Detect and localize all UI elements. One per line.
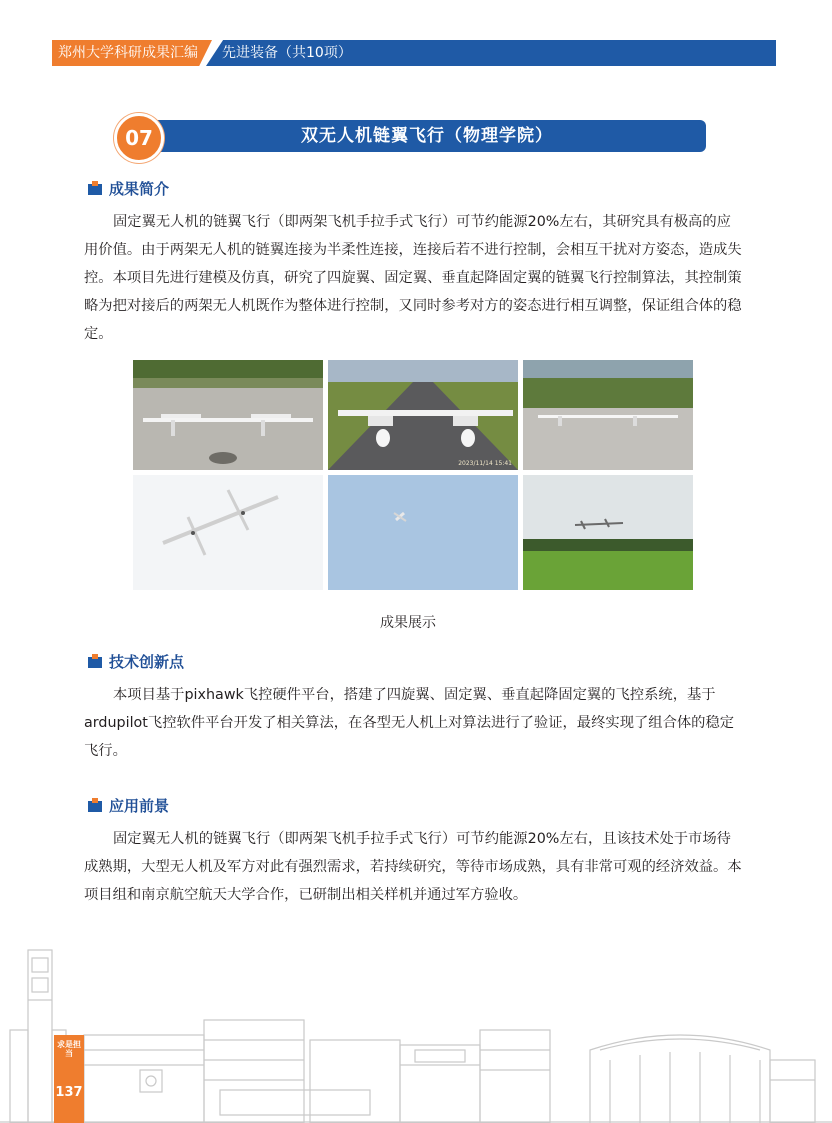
section-prospect-text: 固定翼无人机的链翼飞行（即两架飞机手拉手式飞行）可节约能源20%左右，且该技术处于市场待成熟期，大型无人机及军方对此有强烈需求，若持续研究，等待市场成熟，具有非常可观的经济效益。本项目组和南京航空航天大学合作，已研制出相关样机并通过军方验收。 [84,831,742,903]
photo-aircraft-on-runway [328,360,518,470]
photo-grid [133,360,693,590]
photo-linked-flight-sky [133,475,323,590]
folder-icon [88,654,102,668]
page-number: 137 [55,1085,83,1100]
section-title: 应用前景 [109,796,170,815]
section-title: 成果简介 [109,179,170,198]
photo-aircraft-high-sky [328,475,518,590]
project-title: 双无人机链翼飞行（物理学院） [301,126,553,146]
photo-aircraft-on-ground [133,360,323,470]
section-heading-prospect [88,795,169,815]
photo-timestamp: 2023/11/14 15:41 [458,460,512,467]
section-title: 技术创新点 [109,652,185,671]
header-series-title: 郑州大学科研成果汇编 [58,45,198,61]
photo-caption: 成果展示 [380,615,436,631]
campus-skyline-illustration [0,940,832,1123]
photo-formation-over-field [523,475,693,590]
section-innovation-text: 本项目基于pixhawk飞控硬件平台，搭建了四旋翼、固定翼、垂直起降固定翼的飞控系统，基于ardupilot飞控软件平台开发了相关算法，在各型无人机上对算法进行了验证，最终实现了组合体的稳定飞行。 [84,687,735,759]
folder-icon [88,181,102,195]
project-number-badge: 07 [114,113,164,163]
section-heading-innovation [88,651,184,671]
photo-aircraft-in-yard [523,360,693,470]
section-intro-text: 固定翼无人机的链翼飞行（即两架飞机手拉手式飞行）可节约能源20%左右，其研究具有极高的应用价值。由于两架无人机的链翼连接为半柔性连接，连接后若不进行控制，会相互干扰对方姿态，造成失控。本项目先进行建模及仿真，研究了四旋翼、固定翼、垂直起降固定翼的链翼飞行控制算法，其控制策略为把对接后的两架无人机既作为整体进行控制，又同时参考对方的姿态进行相互调整，保证组合体的稳定。 [84,214,742,342]
folder-icon [88,798,102,812]
section-heading-intro [88,178,169,198]
header-category-title: 先进装备（共10项） [222,45,352,61]
page-vertical-label: 求是担当 [57,1040,81,1058]
